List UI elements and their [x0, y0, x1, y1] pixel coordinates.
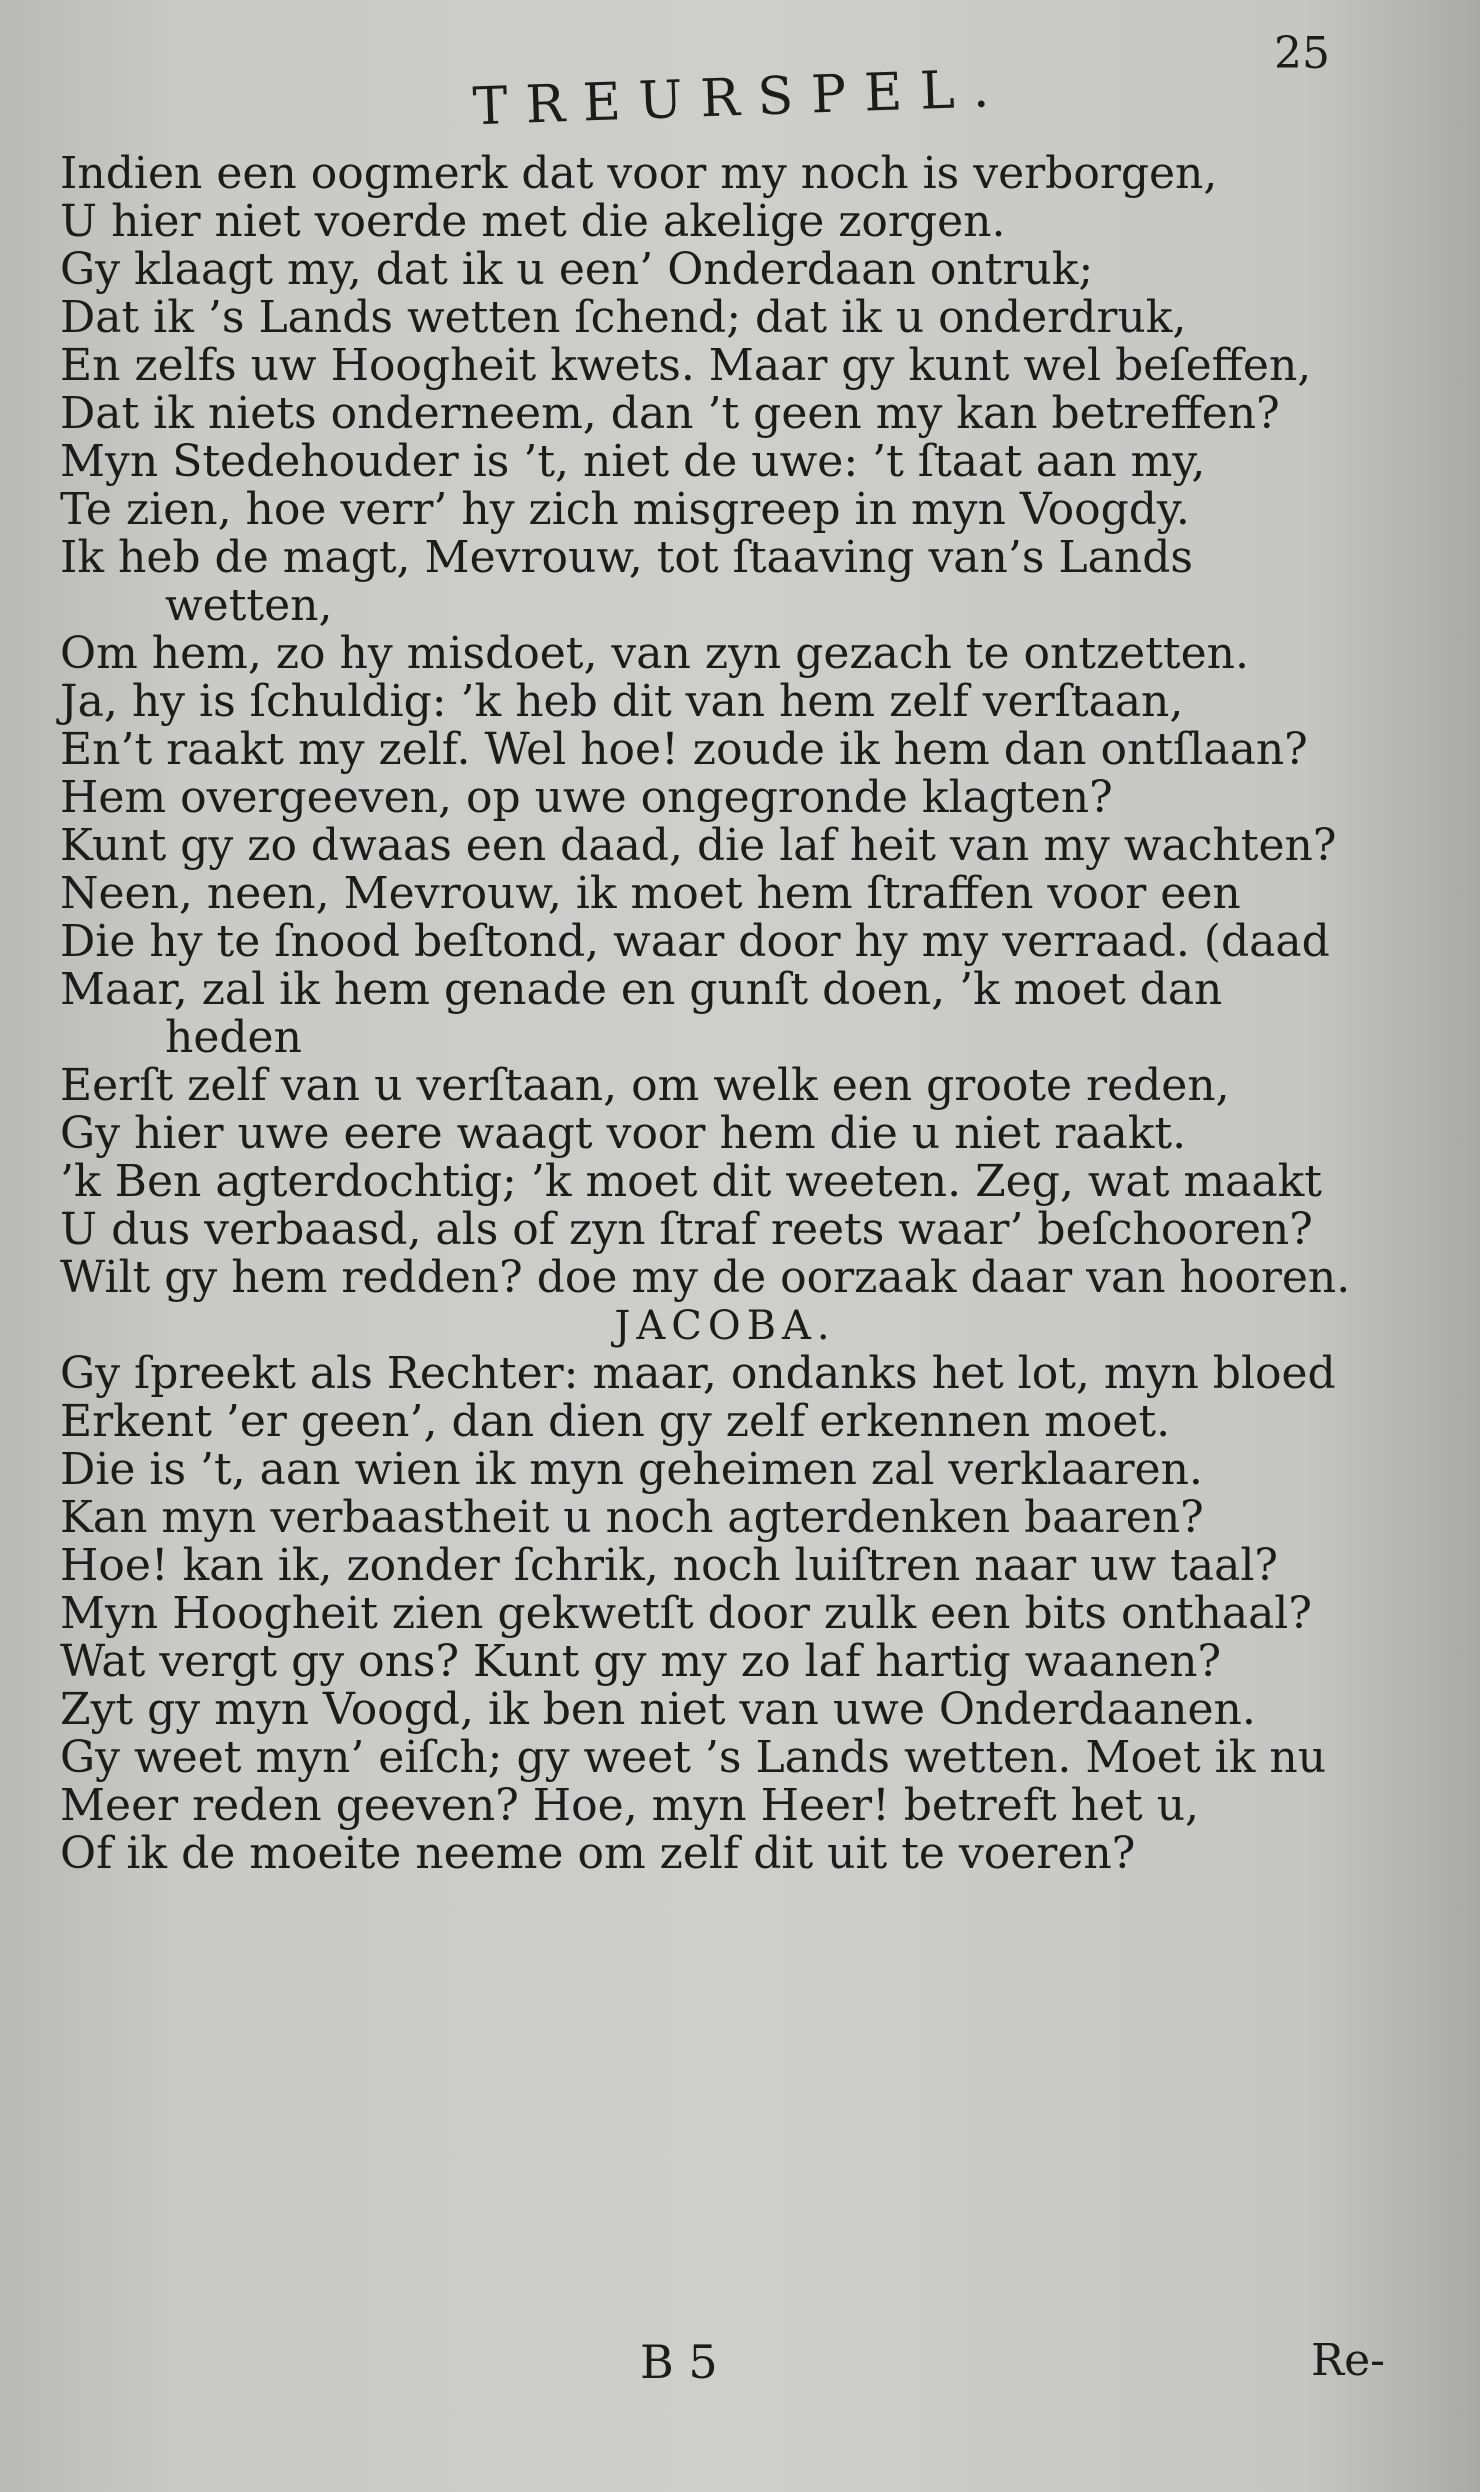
verse-line: Hem overgeeven, op uwe ongegronde klagten? — [60, 772, 1113, 823]
verse-line: Neen, neen, Mevrouw, ik moet hem ſtraffen voor een — [60, 868, 1241, 919]
verse-line: Meer reden geeven? Hoe, myn Heer! betreft het u, — [60, 1780, 1200, 1831]
page-number: 25 — [1274, 28, 1330, 79]
verse-line-continuation: heden — [165, 1012, 302, 1063]
verse-line: Gy hier uwe eere waagt voor hem die u niet raakt. — [60, 1108, 1187, 1159]
verse-line: Hoe! kan ik, zonder ſchrik, noch luiſtren naar uw taal? — [60, 1540, 1278, 1591]
verse-line: U hier niet voerde met die akelige zorgen. — [60, 196, 1006, 247]
verse-line: Dat ik ’s Lands wetten ſchend; dat ik u onderdruk, — [60, 292, 1187, 343]
verse-line: Gy weet myn’ eiſch; gy weet ’s Lands wetten. Moet ik nu — [60, 1732, 1327, 1783]
verse-line: Eerſt zelf van u verſtaan, om welk een groote reden, — [60, 1060, 1230, 1111]
verse-line: U dus verbaasd, als of zyn ſtraf reets waar’ beſchooren? — [60, 1204, 1313, 1255]
verse-line: Zyt gy myn Voogd, ik ben niet van uwe Onderdaanen. — [60, 1684, 1256, 1735]
verse-line: En’t raakt my zelf. Wel hoe! zoude ik hem dan ontſlaan? — [60, 724, 1308, 775]
verse-line: Wilt gy hem redden? doe my de oorzaak daar van hooren. — [60, 1252, 1351, 1303]
verse-line: Gy ſpreekt als Rechter: maar, ondanks het lot, myn bloed — [60, 1348, 1336, 1399]
verse-line: Gy klaagt my, dat ik u een’ Onderdaan ontruk; — [60, 244, 1094, 295]
verse-line: Dat ik niets onderneem, dan ’t geen my kan betreffen? — [60, 388, 1280, 439]
verse-line: Myn Stedehouder is ’t, niet de uwe: ’t ſtaat aan my, — [60, 436, 1206, 487]
verse-line: Of ik de moeite neeme om zelf dit uit te voeren? — [60, 1828, 1136, 1879]
verse-line: Myn Hoogheit zien gekwetſt door zulk een bits onthaal? — [60, 1588, 1312, 1639]
verse-line: Te zien, hoe verr’ hy zich misgreep in myn Voogdy. — [60, 484, 1190, 535]
speaker-name: JACOBA. — [614, 1303, 836, 1349]
verse-line: Erkent ’er geen’, dan dien gy zelf erkennen moet. — [60, 1396, 1171, 1447]
verse-line-continuation: wetten, — [165, 580, 333, 631]
running-head: TREURSPEL. — [471, 58, 1009, 138]
verse-line: Die is ’t, aan wien ik myn geheimen zal verklaaren. — [60, 1444, 1203, 1495]
verse-line: Wat vergt gy ons? Kunt gy my zo laf hartig waanen? — [60, 1636, 1222, 1687]
verse-line: Ja, hy is ſchuldig: ’k heb dit van hem zelf verſtaan, — [60, 676, 1184, 727]
verse-line: Om hem, zo hy misdoet, van zyn gezach te ontzetten. — [60, 628, 1249, 679]
signature-mark: B 5 — [640, 2335, 718, 2389]
verse-text — [60, 150, 1390, 1878]
verse-line: En zelfs uw Hoogheit kwets. Maar gy kunt wel beſeffen, — [60, 340, 1312, 391]
verse-line: ’k Ben agterdochtig; ’k moet dit weeten. Zeg, wat maakt — [60, 1156, 1322, 1207]
verse-line: Indien een oogmerk dat voor my noch is verborgen, — [60, 148, 1218, 199]
verse-line: Maar, zal ik hem genade en gunſt doen, ’k moet dan — [60, 964, 1223, 1015]
verse-line: Die hy te ſnood beſtond, waar door hy my verraad. (daad — [60, 916, 1330, 967]
catchword: Re- — [1310, 2335, 1385, 2386]
verse-line: Ik heb de magt, Mevrouw, tot ſtaaving van’s Lands — [60, 532, 1193, 583]
verse-line: Kan myn verbaastheit u noch agterdenken baaren? — [60, 1492, 1204, 1543]
verse-line: Kunt gy zo dwaas een daad, die laf heit van my wachten? — [60, 820, 1337, 871]
